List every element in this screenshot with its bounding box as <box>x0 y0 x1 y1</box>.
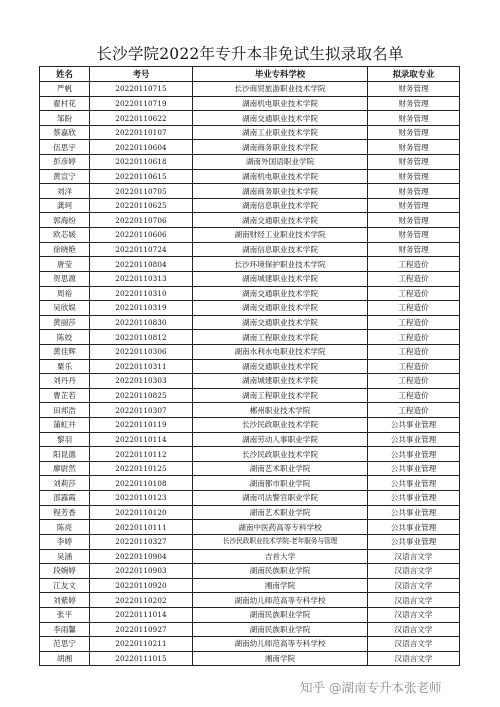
cell-exam-id: 20220110125 <box>90 461 193 476</box>
cell-major: 工程造价 <box>368 359 460 374</box>
cell-exam-id: 20220110615 <box>90 169 193 184</box>
cell-name: 蒲虹井 <box>40 418 90 433</box>
cell-school: 湖南司法警官职业学院 <box>193 491 368 506</box>
cell-name: 江友文 <box>40 578 90 593</box>
cell-name: 李雨馨 <box>40 622 90 637</box>
cell-exam-id: 20220110319 <box>90 301 193 316</box>
cell-school: 湖南都市职业学院 <box>193 476 368 491</box>
cell-name: 吴欣娱 <box>40 301 90 316</box>
cell-school: 湖南商务职业技术学院 <box>193 140 368 155</box>
cell-exam-id: 20220110311 <box>90 359 193 374</box>
cell-major: 财务管理 <box>368 125 460 140</box>
cell-school: 湖南民族职业学院 <box>193 607 368 622</box>
cell-school: 长沙环境保护职业技术学院 <box>193 257 368 272</box>
cell-name: 阳昆德 <box>40 447 90 462</box>
cell-major: 工程造价 <box>368 286 460 301</box>
cell-name: 龚珂 <box>40 198 90 213</box>
table-row <box>40 359 460 374</box>
cell-name: 陈亮 <box>40 520 90 535</box>
cell-school: 长沙民政职业技术学院-老年服务与管理 <box>193 534 368 549</box>
cell-name: 曹芷若 <box>40 388 90 403</box>
watermark <box>300 678 442 696</box>
header-name: 姓名 <box>40 67 90 82</box>
cell-school: 长沙民政职业技术学院 <box>193 418 368 433</box>
watermark-at: @ <box>329 680 342 695</box>
cell-school: 湖南机电职业技术学院 <box>193 169 368 184</box>
cell-major: 财务管理 <box>368 228 460 243</box>
cell-major: 财务管理 <box>368 169 460 184</box>
cell-school: 湖南外国语职业学院 <box>193 155 368 170</box>
table-row <box>40 271 460 286</box>
cell-exam-id: 20220110812 <box>90 330 193 345</box>
cell-name: 陈姣 <box>40 330 90 345</box>
cell-exam-id: 20220110903 <box>90 564 193 579</box>
table-row <box>40 374 460 389</box>
table-row <box>40 155 460 170</box>
cell-major: 财务管理 <box>368 213 460 228</box>
cell-name: 邹盼 <box>40 111 90 126</box>
cell-school: 长沙商贸旅游职业技术学院 <box>193 82 368 97</box>
cell-major: 汉语言文学 <box>368 607 460 622</box>
cell-major: 汉语言文学 <box>368 622 460 637</box>
cell-name: 翟村花 <box>40 96 90 111</box>
cell-exam-id: 20220110310 <box>90 286 193 301</box>
cell-major: 财务管理 <box>368 242 460 257</box>
table-row <box>40 184 460 199</box>
cell-major: 汉语言文学 <box>368 637 460 652</box>
cell-exam-id: 20220110123 <box>90 491 193 506</box>
cell-school: 湖南城建职业技术学院 <box>193 374 368 389</box>
cell-school: 湖南中医药高等专科学校 <box>193 520 368 535</box>
cell-major: 工程造价 <box>368 257 460 272</box>
table-row <box>40 286 460 301</box>
cell-exam-id: 20220110830 <box>90 315 193 330</box>
cell-major: 公共事业管理 <box>368 491 460 506</box>
cell-major: 汉语言文学 <box>368 564 460 579</box>
cell-major: 财务管理 <box>368 155 460 170</box>
table-header-row <box>40 67 460 82</box>
cell-name: 严帆 <box>40 82 90 97</box>
cell-exam-id: 20220110719 <box>90 96 193 111</box>
cell-exam-id: 20220110107 <box>90 125 193 140</box>
table-row <box>40 96 460 111</box>
table-row <box>40 549 460 564</box>
cell-name: 吴涵 <box>40 549 90 564</box>
header-exam-id: 考号 <box>90 67 193 82</box>
table-row <box>40 578 460 593</box>
cell-exam-id: 20220111014 <box>90 607 193 622</box>
table-row <box>40 520 460 535</box>
cell-name: 刘丹丹 <box>40 374 90 389</box>
cell-major: 工程造价 <box>368 301 460 316</box>
cell-exam-id: 20220110904 <box>90 549 193 564</box>
cell-name: 张平 <box>40 607 90 622</box>
table-row <box>40 651 460 666</box>
table-row <box>40 491 460 506</box>
cell-exam-id: 20220110202 <box>90 593 193 608</box>
cell-major: 汉语言文学 <box>368 593 460 608</box>
table-row <box>40 301 460 316</box>
table-row <box>40 476 460 491</box>
cell-major: 财务管理 <box>368 96 460 111</box>
cell-exam-id: 20220110303 <box>90 374 193 389</box>
cell-name: 郭海纷 <box>40 213 90 228</box>
cell-school: 湘南学院 <box>193 578 368 593</box>
cell-exam-id: 20220110706 <box>90 213 193 228</box>
table-row <box>40 242 460 257</box>
cell-major: 财务管理 <box>368 198 460 213</box>
cell-name: 伍思宇 <box>40 140 90 155</box>
table-row <box>40 82 460 97</box>
cell-exam-id: 20220110604 <box>90 140 193 155</box>
cell-major: 公共事业管理 <box>368 432 460 447</box>
cell-name: 徐晓艳 <box>40 242 90 257</box>
cell-major: 财务管理 <box>368 140 460 155</box>
cell-major: 工程造价 <box>368 344 460 359</box>
cell-major: 公共事业管理 <box>368 447 460 462</box>
cell-name: 刘紫婷 <box>40 593 90 608</box>
cell-exam-id: 20220110327 <box>90 534 193 549</box>
cell-school: 湘南学院 <box>193 651 368 666</box>
table-row <box>40 637 460 652</box>
cell-name: 彭彦婷 <box>40 155 90 170</box>
cell-school: 湖南水利水电职业技术学院 <box>193 344 368 359</box>
cell-school: 湖南交通职业技术学院 <box>193 286 368 301</box>
cell-major: 工程造价 <box>368 271 460 286</box>
cell-name: 李婷 <box>40 534 90 549</box>
cell-school: 湖南民族职业学院 <box>193 564 368 579</box>
cell-major: 工程造价 <box>368 315 460 330</box>
cell-major: 财务管理 <box>368 184 460 199</box>
table-row <box>40 622 460 637</box>
table-row <box>40 228 460 243</box>
cell-name: 黄宣宁 <box>40 169 90 184</box>
table-row <box>40 213 460 228</box>
header-school: 毕业专科学校 <box>193 67 368 82</box>
cell-major: 汉语言文学 <box>368 651 460 666</box>
table-row <box>40 169 460 184</box>
cell-major: 公共事业管理 <box>368 505 460 520</box>
admission-table <box>39 66 460 666</box>
cell-school: 湖南信息职业技术学院 <box>193 198 368 213</box>
cell-name: 田邦浩 <box>40 403 90 418</box>
table-row <box>40 388 460 403</box>
cell-school: 湖南工业职业技术学院 <box>193 125 368 140</box>
cell-school: 湖南交通职业技术学院 <box>193 111 368 126</box>
header-major: 拟录取专业 <box>368 67 460 82</box>
cell-exam-id: 20220110111 <box>90 520 193 535</box>
table-row <box>40 432 460 447</box>
cell-name: 程芳香 <box>40 505 90 520</box>
cell-exam-id: 20220110724 <box>90 242 193 257</box>
cell-name: 周裕 <box>40 286 90 301</box>
table-row <box>40 198 460 213</box>
cell-name: 粟乐 <box>40 359 90 374</box>
table-row <box>40 505 460 520</box>
cell-exam-id: 20220110622 <box>90 111 193 126</box>
cell-exam-id: 20220110119 <box>90 418 193 433</box>
table-row <box>40 140 460 155</box>
cell-name: 胡湘 <box>40 651 90 666</box>
cell-school: 湖南交通职业技术学院 <box>193 301 368 316</box>
cell-school: 湖南交通职业技术学院 <box>193 315 368 330</box>
table-row <box>40 447 460 462</box>
cell-exam-id: 20220110313 <box>90 271 193 286</box>
cell-name: 段婉婷 <box>40 564 90 579</box>
cell-school: 湖南艺术职业学院 <box>193 505 368 520</box>
cell-school: 湖南劳动人事职业学院 <box>193 432 368 447</box>
cell-school: 吉首大学 <box>193 549 368 564</box>
cell-school: 湖南艺术职业学院 <box>193 461 368 476</box>
cell-major: 汉语言文学 <box>368 578 460 593</box>
cell-exam-id: 20220110114 <box>90 432 193 447</box>
table-row <box>40 344 460 359</box>
cell-major: 财务管理 <box>368 82 460 97</box>
cell-exam-id: 20220110306 <box>90 344 193 359</box>
table-row <box>40 534 460 549</box>
cell-school: 湖南交通职业技术学院 <box>193 213 368 228</box>
table-row <box>40 607 460 622</box>
cell-exam-id: 20220110606 <box>90 228 193 243</box>
cell-major: 工程造价 <box>368 388 460 403</box>
table-row <box>40 461 460 476</box>
cell-exam-id: 20220110920 <box>90 578 193 593</box>
table-row <box>40 418 460 433</box>
cell-school: 湖南工程职业技术学院 <box>193 388 368 403</box>
table-row <box>40 330 460 345</box>
cell-school: 湖南工程职业技术学院 <box>193 330 368 345</box>
table-row <box>40 111 460 126</box>
page-title: 长沙学院2022年专升本非免试生拟录取名单 <box>96 45 404 63</box>
table-row <box>40 257 460 272</box>
cell-exam-id: 20220110120 <box>90 505 193 520</box>
cell-name: 廖尉然 <box>40 461 90 476</box>
cell-school: 湖南交通职业技术学院 <box>193 359 368 374</box>
cell-name: 邵露霞 <box>40 491 90 506</box>
cell-exam-id: 20220110804 <box>90 257 193 272</box>
cell-name: 蔡嘉欣 <box>40 125 90 140</box>
cell-exam-id: 20220110112 <box>90 447 193 462</box>
cell-name: 欧芯媛 <box>40 228 90 243</box>
cell-exam-id: 20220110705 <box>90 184 193 199</box>
cell-name: 刘莉莎 <box>40 476 90 491</box>
cell-school: 湖南民族职业学院 <box>193 622 368 637</box>
cell-name: 黄丽莎 <box>40 315 90 330</box>
table-row <box>40 125 460 140</box>
cell-major: 公共事业管理 <box>368 461 460 476</box>
cell-school: 长沙民政职业技术学院 <box>193 447 368 462</box>
cell-exam-id: 20220110715 <box>90 82 193 97</box>
cell-exam-id: 20220110108 <box>90 476 193 491</box>
table-row <box>40 315 460 330</box>
table-row <box>40 593 460 608</box>
cell-exam-id: 20220110927 <box>90 622 193 637</box>
cell-school: 郴州职业技术学院 <box>193 403 368 418</box>
cell-school: 湖南幼儿师范高等专科学校 <box>193 637 368 652</box>
cell-school: 湖南财经工业职业技术学院 <box>193 228 368 243</box>
cell-school: 湖南信息职业技术学院 <box>193 242 368 257</box>
cell-major: 公共事业管理 <box>368 476 460 491</box>
cell-exam-id: 20220110211 <box>90 637 193 652</box>
cell-major: 公共事业管理 <box>368 534 460 549</box>
cell-exam-id: 20220110625 <box>90 198 193 213</box>
cell-name: 黄佳辉 <box>40 344 90 359</box>
cell-exam-id: 20220110618 <box>90 155 193 170</box>
cell-major: 工程造价 <box>368 403 460 418</box>
table-row <box>40 403 460 418</box>
cell-name: 范思宁 <box>40 637 90 652</box>
cell-school: 湖南商务职业技术学院 <box>193 184 368 199</box>
cell-major: 财务管理 <box>368 111 460 126</box>
cell-name: 黎羽 <box>40 432 90 447</box>
cell-exam-id: 20220110307 <box>90 403 193 418</box>
cell-major: 公共事业管理 <box>368 520 460 535</box>
cell-name: 刘洋 <box>40 184 90 199</box>
table-body <box>40 82 460 666</box>
cell-major: 汉语言文学 <box>368 549 460 564</box>
cell-school: 湖南城建职业技术学院 <box>193 271 368 286</box>
cell-major: 工程造价 <box>368 330 460 345</box>
cell-major: 工程造价 <box>368 374 460 389</box>
cell-major: 公共事业管理 <box>368 418 460 433</box>
cell-name: 唐莹 <box>40 257 90 272</box>
cell-name: 贺思源 <box>40 271 90 286</box>
cell-exam-id: 20220110825 <box>90 388 193 403</box>
table-row <box>40 564 460 579</box>
cell-exam-id: 20220111015 <box>90 651 193 666</box>
watermark-author: 湖南专升本张老师 <box>341 680 442 695</box>
cell-school: 湖南幼儿师范高等专科学校 <box>193 593 368 608</box>
cell-school: 湖南机电职业技术学院 <box>193 96 368 111</box>
watermark-site: 知乎 <box>300 680 326 695</box>
